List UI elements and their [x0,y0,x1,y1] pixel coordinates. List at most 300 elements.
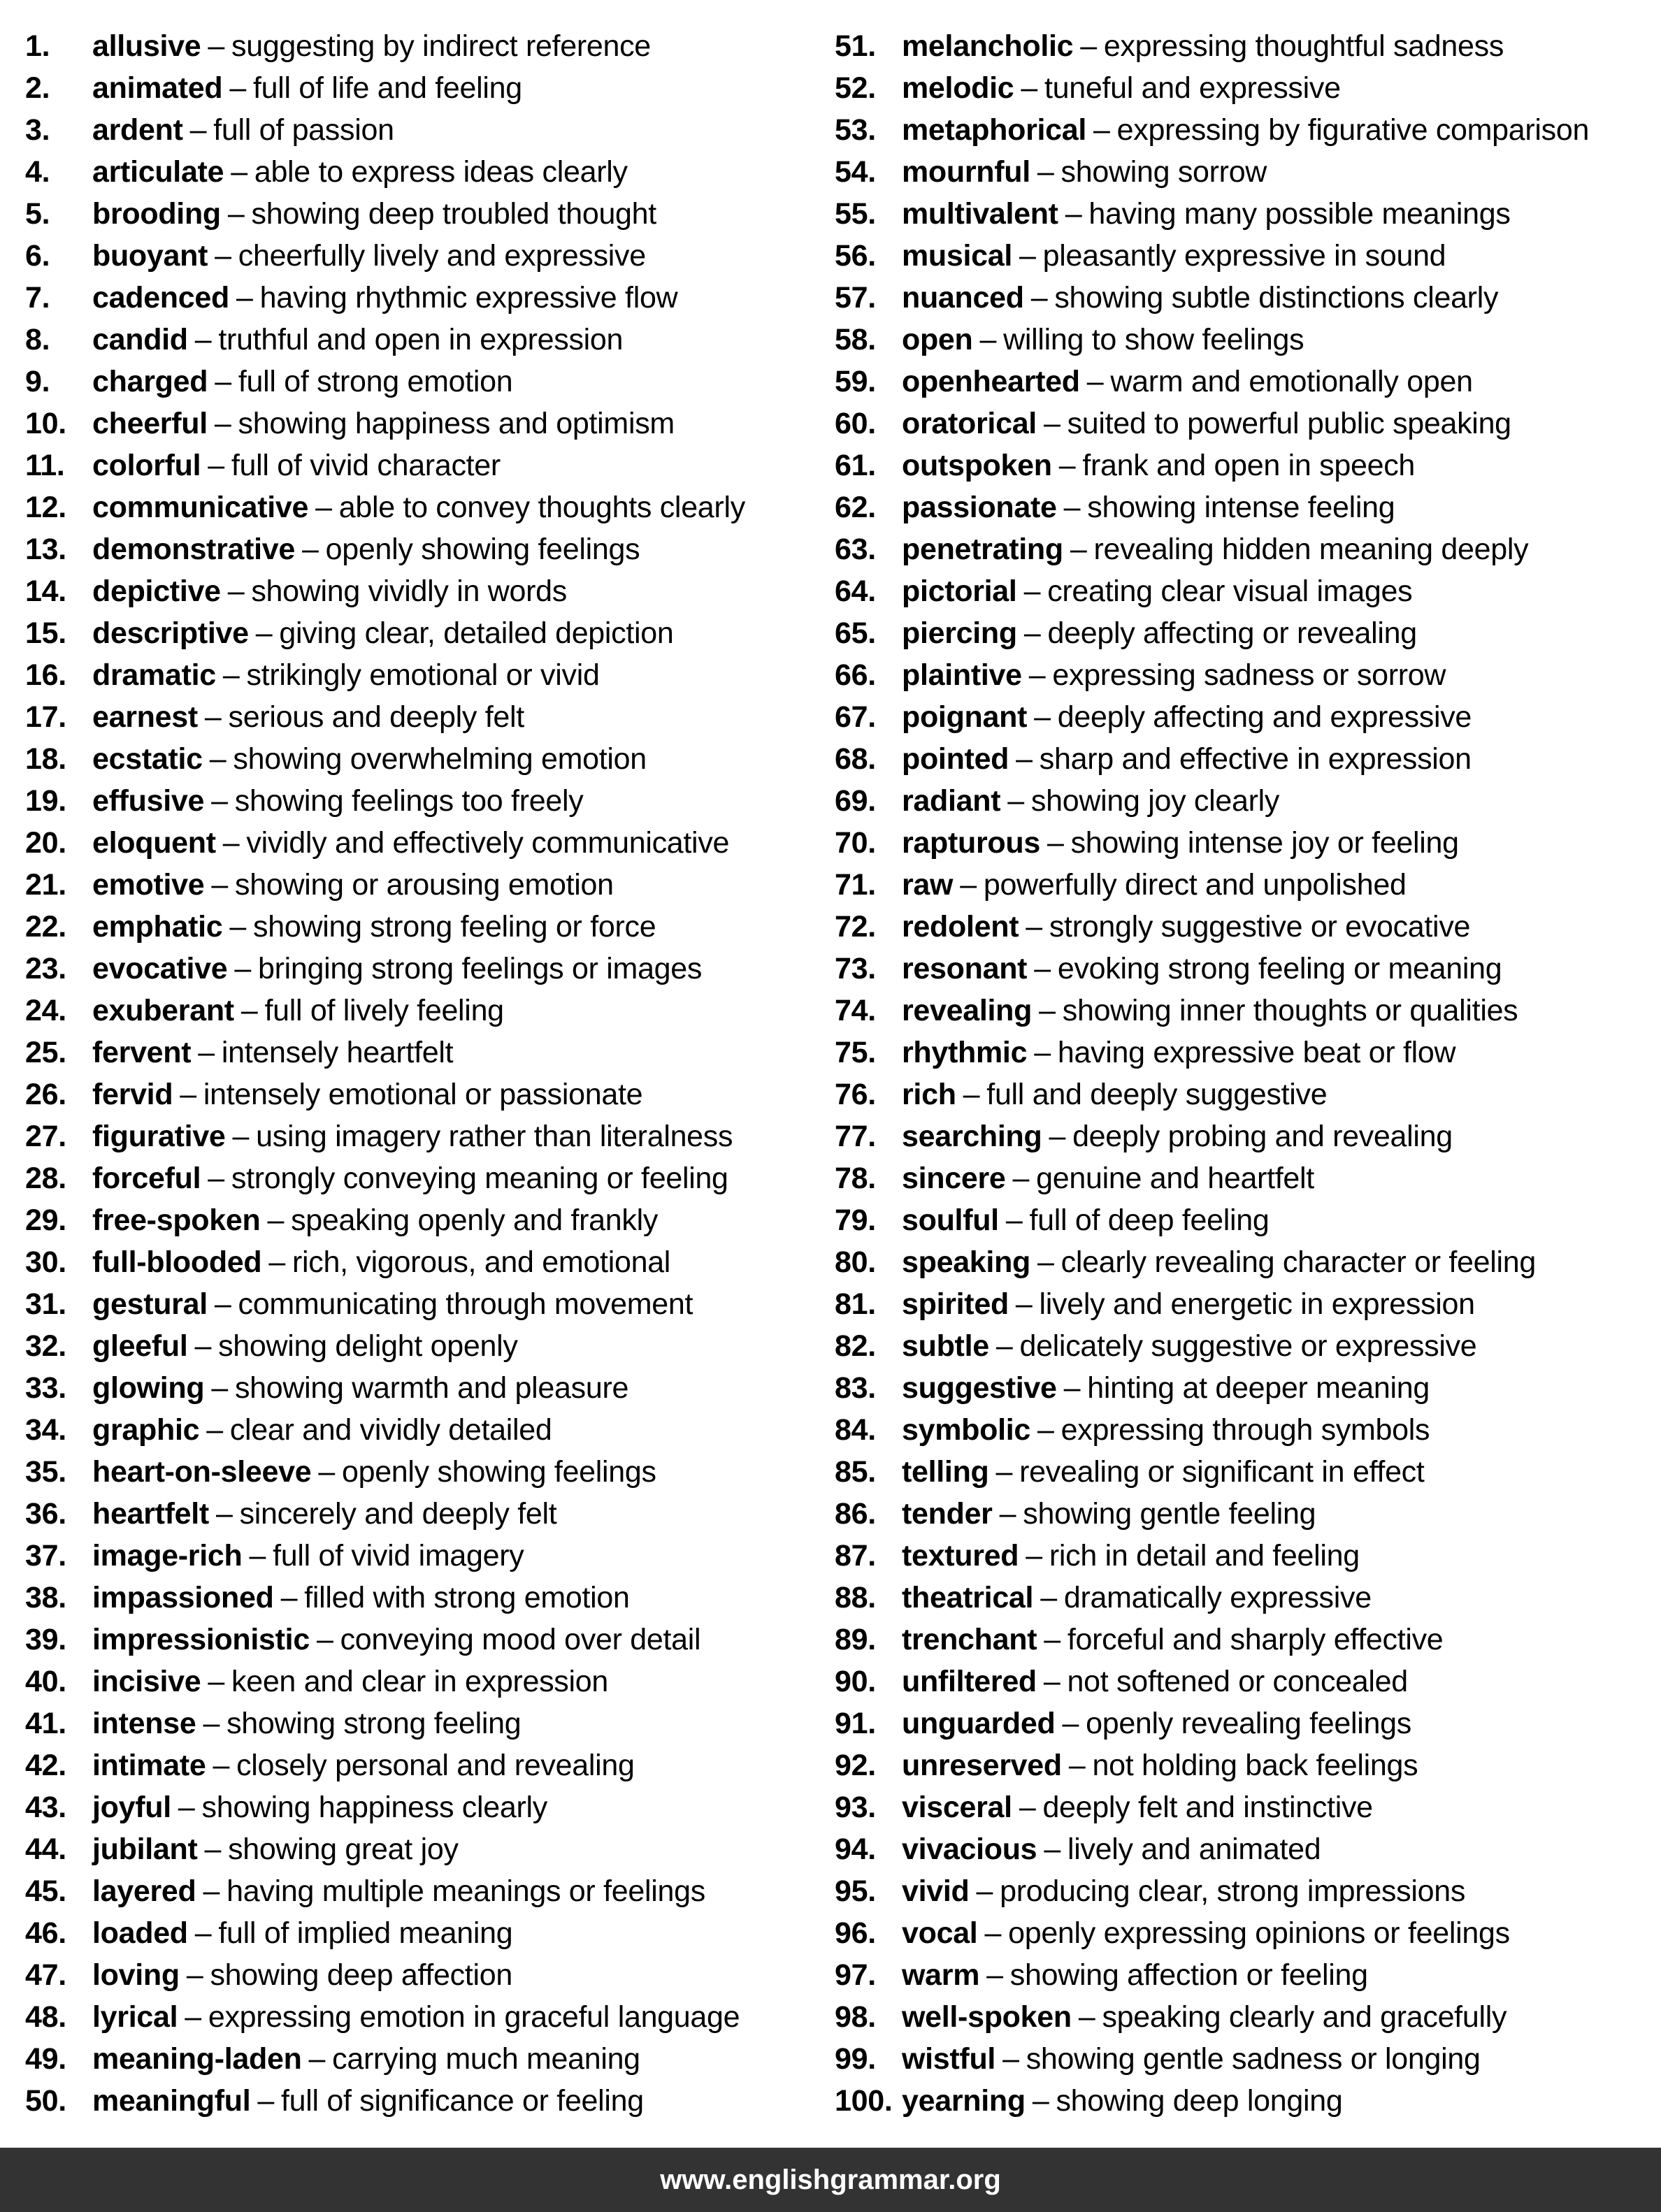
entry-definition: full of vivid imagery [273,1539,524,1573]
entry-separator: – [315,491,332,524]
word-list-column-left [25,25,829,2122]
entry-word: meaningful [92,2084,251,2118]
entry-definition: full of implied meaning [218,1916,513,1950]
entry-definition: deeply probing and revealing [1072,1120,1453,1153]
entry-word: visceral [902,1791,1012,1824]
entry-definition: showing happiness and optimism [238,407,675,440]
entry-separator: – [1034,952,1051,985]
list-item [25,528,829,570]
entry-separator: – [976,1874,993,1908]
entry-separator: – [995,1455,1013,1489]
entry-definition: sharp and effective in expression [1039,742,1472,776]
entry-separator: – [1034,1036,1051,1069]
entry-number: 87. [835,1539,876,1573]
entry-definition: speaking openly and frankly [291,1203,659,1237]
entry-word: layered [92,1874,196,1908]
list-item [835,1199,1653,1241]
entry-word: brooding [92,197,221,231]
entry-number: 19. [25,784,66,818]
entry-definition: deeply affecting and expressive [1057,700,1472,734]
entry-definition: full of strong emotion [238,365,513,398]
entry-separator: – [236,281,253,315]
entry-definition: producing clear, strong impressions [1000,1874,1466,1908]
entry-number: 1. [25,29,50,63]
entry-definition: using imagery rather than literalness [256,1120,733,1153]
entry-number: 25. [25,1036,66,1069]
entry-number: 64. [835,574,876,608]
entry-number: 48. [25,2000,66,2034]
entry-separator: – [984,1916,1002,1950]
entry-definition: powerfully direct and unpolished [983,868,1407,902]
list-item [25,2038,829,2080]
entry-word: raw [902,868,954,902]
entry-definition: expressing through symbols [1060,1413,1430,1447]
list-item [25,444,829,486]
entry-word: articulate [92,155,224,189]
entry-word: multivalent [902,197,1058,231]
entry-word: nuanced [902,281,1024,315]
entry-separator: – [194,1329,212,1363]
entry-word: intense [92,1707,196,1740]
entry-separator: – [185,2000,201,2034]
list-item [25,1283,829,1325]
entry-number: 33. [25,1371,66,1405]
entry-definition: closely personal and revealing [236,1749,635,1782]
entry-word: exuberant [92,994,234,1027]
entry-number: 80. [835,1245,876,1279]
entry-separator: – [231,155,247,189]
entry-word: joyful [92,1791,171,1824]
entry-number: 65. [835,616,876,650]
entry-word: forceful [92,1162,201,1195]
entry-word: openhearted [902,365,1080,398]
entry-separator: – [1032,2084,1049,2118]
list-item [25,151,829,193]
entry-definition: showing joy clearly [1030,784,1280,818]
list-item [835,319,1653,361]
entry-definition: filled with strong emotion [304,1581,630,1614]
list-item [835,67,1653,109]
entry-word: demonstrative [92,533,296,566]
entry-number: 12. [25,491,66,524]
entry-separator: – [208,1162,224,1195]
entry-definition: having rhythmic expressive flow [259,281,678,315]
list-item [25,1409,829,1451]
list-item [835,1912,1653,1954]
entry-definition: showing feelings too freely [234,784,584,818]
entry-definition: openly expressing opinions or feelings [1008,1916,1510,1950]
entry-word: charged [92,365,208,398]
entry-number: 55. [835,197,876,231]
entry-number: 100. [835,2084,893,2118]
list-item [25,612,829,654]
entry-word: unreserved [902,1749,1062,1782]
entry-separator: – [1028,658,1046,692]
entry-separator: – [204,1833,222,1866]
entry-word: yearning [902,2084,1026,2118]
list-item [835,2080,1653,2122]
entry-separator: – [1037,155,1054,189]
entry-word: open [902,323,973,356]
entry-definition: revealing hidden meaning deeply [1093,533,1529,566]
entry-number: 30. [25,1245,66,1279]
entry-separator: – [203,1874,220,1908]
list-item [835,822,1653,864]
list-item [835,1619,1653,1661]
list-item [25,1074,829,1115]
entry-number: 83. [835,1371,876,1405]
entry-number: 59. [835,365,876,398]
entry-definition: cheerfully lively and expressive [238,239,646,273]
entry-definition: truthful and open in expression [218,323,624,356]
entry-number: 15. [25,616,66,650]
entry-separator: – [180,1078,196,1111]
footer-url: www.englishgrammar.org [660,2164,1001,2195]
list-item [25,1157,829,1199]
list-item [835,109,1653,151]
entry-number: 60. [835,407,876,440]
entry-separator: – [229,910,247,944]
entry-word: animated [92,71,223,105]
entry-separator: – [280,1581,298,1614]
entry-number: 85. [835,1455,876,1489]
entry-number: 20. [25,826,66,860]
entry-definition: full of significance or feeling [280,2084,644,2118]
list-item [25,570,829,612]
entry-word: descriptive [92,616,249,650]
entry-definition: expressing thoughtful sadness [1103,29,1504,63]
entry-separator: – [960,868,977,902]
entry-word: rhythmic [902,1036,1028,1069]
entry-number: 92. [835,1749,876,1782]
entry-number: 45. [25,1874,66,1908]
list-item [25,109,829,151]
entry-definition: showing subtle distinctions clearly [1054,281,1499,315]
entry-word: fervent [92,1036,192,1069]
entry-definition: showing or arousing emotion [235,868,614,902]
entry-word: melodic [902,71,1014,105]
entry-word: spirited [902,1287,1009,1321]
entry-definition: strongly suggestive or evocative [1049,910,1471,944]
entry-separator: – [1023,616,1041,650]
list-item [835,948,1653,990]
entry-definition: having multiple meanings or feelings [226,1874,705,1908]
entry-separator: – [208,449,224,482]
entry-number: 89. [835,1623,876,1656]
entry-separator: – [267,1203,285,1237]
entry-number: 93. [835,1791,876,1824]
entry-separator: – [178,1791,195,1824]
entry-word: cadenced [92,281,229,315]
list-item [835,1241,1653,1283]
entry-word: telling [902,1455,989,1489]
entry-word: lyrical [92,2000,178,2034]
entry-word: theatrical [902,1581,1034,1614]
entry-separator: – [214,407,231,440]
entry-number: 94. [835,1833,876,1866]
entry-word: loaded [92,1916,188,1950]
entry-separator: – [1068,1749,1086,1782]
entry-separator: – [215,365,231,398]
entry-definition: communicating through movement [238,1287,693,1321]
list-item [835,1325,1653,1367]
entry-number: 82. [835,1329,876,1363]
entry-number: 62. [835,491,876,524]
entry-word: rapturous [902,826,1040,860]
entry-word: revealing [902,994,1033,1027]
list-item [25,277,829,319]
entry-word: intimate [92,1749,206,1782]
list-item [25,1199,829,1241]
entry-definition: creating clear visual images [1047,574,1413,608]
entry-number: 3. [25,113,50,147]
list-item [25,361,829,403]
entry-separator: – [1026,1539,1042,1573]
entry-number: 23. [25,952,66,985]
entry-definition: expressing by figurative comparison [1116,113,1590,147]
entry-definition: openly revealing feelings [1086,1707,1411,1740]
entry-separator: – [986,1958,1003,1992]
entry-separator: – [1044,1623,1060,1656]
entry-definition: willing to show feelings [1003,323,1304,356]
list-item [25,654,829,696]
entry-separator: – [1019,239,1036,273]
list-item [835,235,1653,277]
list-item [835,1074,1653,1115]
entry-number: 34. [25,1413,66,1447]
entry-definition: not holding back feelings [1092,1749,1418,1782]
entry-separator: – [1034,700,1051,734]
entry-definition: genuine and heartfelt [1036,1162,1314,1195]
entry-definition: intensely emotional or passionate [203,1078,643,1111]
entry-number: 40. [25,1665,66,1698]
list-item [835,612,1653,654]
entry-number: 81. [835,1287,876,1321]
entry-word: oratorical [902,407,1037,440]
list-item [25,1870,829,1912]
entry-definition: revealing or significant in effect [1019,1455,1425,1489]
entry-definition: sincerely and deeply felt [239,1497,557,1531]
entry-number: 96. [835,1916,876,1950]
entry-definition: keen and clear in expression [231,1665,608,1698]
entry-separator: – [222,658,240,692]
entry-number: 91. [835,1707,876,1740]
entry-word: soulful [902,1203,999,1237]
entry-number: 35. [25,1455,66,1489]
entry-number: 73. [835,952,876,985]
entry-separator: – [1047,826,1064,860]
entry-definition: showing gentle sadness or longing [1026,2042,1481,2076]
list-item [25,235,829,277]
entry-word: searching [902,1120,1042,1153]
entry-separator: – [1002,2042,1019,2076]
list-item [835,1115,1653,1157]
entry-definition: vividly and effectively communicative [246,826,730,860]
list-item [835,25,1653,67]
list-item [25,1493,829,1535]
list-item [25,1619,829,1661]
entry-definition: showing happiness clearly [201,1791,547,1824]
entry-number: 69. [835,784,876,818]
entry-separator: – [963,1078,980,1111]
entry-number: 17. [25,700,66,734]
word-list-column-right [835,25,1653,2122]
entry-definition: hinting at deeper meaning [1087,1371,1430,1405]
entry-definition: openly showing feelings [341,1455,656,1489]
list-item [835,1703,1653,1744]
entry-word: ardent [92,113,183,147]
entry-definition: showing deep longing [1056,2084,1343,2118]
entry-separator: – [203,1707,220,1740]
entry-word: wistful [902,2042,996,2076]
entry-definition: showing warmth and pleasure [234,1371,629,1405]
entry-word: penetrating [902,533,1063,566]
list-item [25,1828,829,1870]
entry-word: metaphorical [902,113,1087,147]
entry-separator: – [215,1497,233,1531]
list-item [835,1451,1653,1493]
entry-separator: – [1007,784,1024,818]
list-item [25,486,829,528]
entry-number: 67. [835,700,876,734]
entry-separator: – [1044,1833,1060,1866]
entry-definition: full of vivid character [231,449,501,482]
entry-definition: full of lively feeling [264,994,504,1027]
entry-word: free-spoken [92,1203,261,1237]
entry-number: 90. [835,1665,876,1698]
entry-definition: pleasantly expressive in sound [1042,239,1446,273]
entry-separator: – [1030,281,1048,315]
entry-word: effusive [92,784,205,818]
list-item [835,277,1653,319]
entry-definition: giving clear, detailed depiction [279,616,674,650]
list-item [835,1954,1653,1996]
entry-definition: expressing emotion in graceful language [208,2000,740,2034]
entry-word: loving [92,1958,180,1992]
entry-number: 47. [25,1958,66,1992]
entry-number: 44. [25,1833,66,1866]
entry-number: 52. [835,71,876,105]
entry-number: 54. [835,155,876,189]
entry-separator: – [1005,1203,1023,1237]
list-item [25,822,829,864]
entry-word: textured [902,1539,1019,1573]
entry-separator: – [249,1539,266,1573]
entry-word: symbolic [902,1413,1031,1447]
entry-number: 21. [25,868,66,902]
entry-definition: having many possible meanings [1088,197,1511,231]
entry-number: 32. [25,1329,66,1363]
entry-word: jubilant [92,1833,198,1866]
entry-word: emotive [92,868,205,902]
entry-definition: rich in detail and feeling [1049,1539,1360,1573]
entry-definition: dramatically expressive [1063,1581,1372,1614]
entry-definition: full of deep feeling [1029,1203,1270,1237]
entry-number: 7. [25,281,50,315]
entry-separator: – [1078,2000,1095,2034]
list-item [835,990,1653,1032]
list-item [835,1535,1653,1577]
entry-separator: – [1037,1413,1054,1447]
entry-word: subtle [902,1329,989,1363]
entry-separator: – [1065,197,1082,231]
entry-word: pointed [902,742,1009,776]
entry-definition: clear and vividly detailed [229,1413,552,1447]
entry-separator: – [1043,407,1060,440]
entry-word: outspoken [902,449,1052,482]
list-item [835,1828,1653,1870]
entry-number: 68. [835,742,876,776]
entry-separator: – [1063,1371,1081,1405]
list-item [835,1661,1653,1703]
entry-word: gestural [92,1287,208,1321]
list-item [835,1996,1653,2038]
entry-separator: – [318,1455,335,1489]
list-item [25,319,829,361]
entry-separator: – [209,742,226,776]
entry-separator: – [1039,994,1056,1027]
entry-definition: able to express ideas clearly [254,155,628,189]
entry-word: redolent [902,910,1019,944]
entry-definition: strongly conveying meaning or feeling [231,1162,728,1195]
list-item [835,1786,1653,1828]
list-item [835,444,1653,486]
list-item [25,948,829,990]
list-item [25,67,829,109]
entry-word: emphatic [92,910,223,944]
list-item [835,1032,1653,1074]
entry-definition: forceful and sharply effective [1067,1623,1444,1656]
entry-separator: – [186,1958,203,1992]
entry-word: graphic [92,1413,200,1447]
entry-word: vivacious [902,1833,1037,1866]
entry-separator: – [208,1665,224,1698]
list-item [835,1409,1653,1451]
list-item [25,864,829,906]
entry-definition: delicately suggestive or expressive [1019,1329,1477,1363]
entry-separator: – [1040,1581,1057,1614]
entry-definition: tuneful and expressive [1044,71,1341,105]
entry-number: 14. [25,574,66,608]
entry-separator: – [1086,365,1104,398]
entry-separator: – [1080,29,1097,63]
entry-number: 98. [835,2000,876,2034]
entry-separator: – [232,1120,250,1153]
entry-number: 66. [835,658,876,692]
entry-number: 74. [835,994,876,1027]
entry-number: 37. [25,1539,66,1573]
entry-definition: having expressive beat or flow [1057,1036,1456,1069]
entry-separator: – [268,1245,286,1279]
entry-number: 2. [25,71,50,105]
entry-definition: openly showing feelings [325,533,640,566]
entry-separator: – [1012,1162,1030,1195]
entry-word: impassioned [92,1581,274,1614]
entry-number: 51. [835,29,876,63]
list-item [25,1786,829,1828]
entry-word: ecstatic [92,742,203,776]
entry-number: 76. [835,1078,876,1111]
entry-definition: showing great joy [228,1833,459,1866]
entry-word: unguarded [902,1707,1056,1740]
entry-number: 42. [25,1749,66,1782]
entry-number: 56. [835,239,876,273]
entry-separator: – [229,71,247,105]
entry-word: incisive [92,1665,201,1698]
entry-word: piercing [902,616,1017,650]
entry-number: 10. [25,407,66,440]
list-item [835,1493,1653,1535]
